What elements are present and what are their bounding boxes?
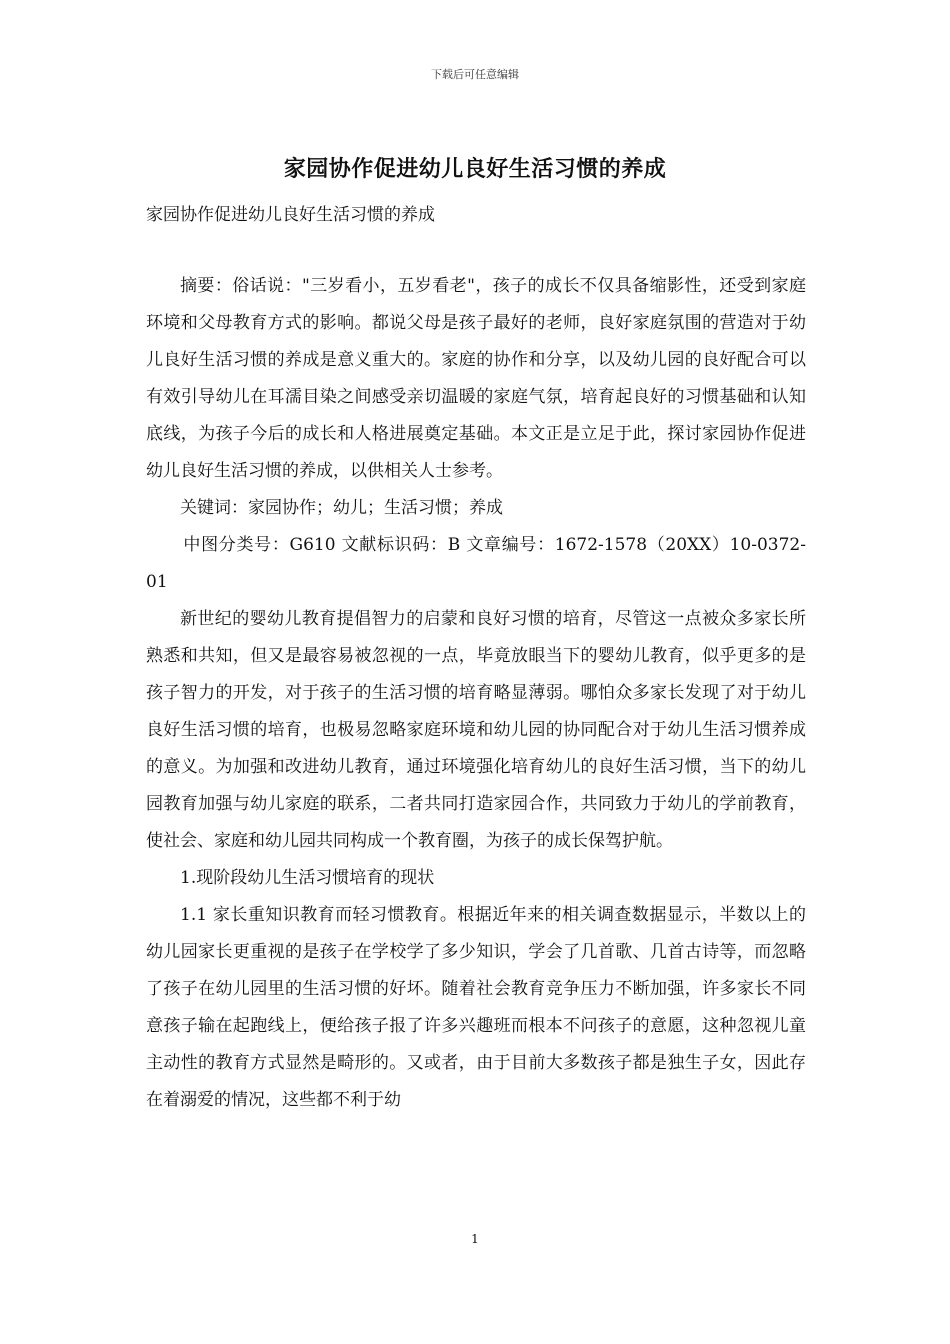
document-body: [146, 268, 806, 1119]
page-number: 1: [471, 1232, 479, 1246]
intro-paragraph: 新世纪的婴幼儿教育提倡智力的启蒙和良好习惯的培育，尽管这一点被众多家长所熟悉和共知，但又是最容易被忽视的一点，毕竟放眼当下的婴幼儿教育，似乎更多的是孩子智力的开发，对于孩子的生活习惯的培育略显薄弱。哪怕众多家长发现了对于幼儿良好生活习惯的培育，也极易忽略家庭环境和幼儿园的协同配合对于幼儿生活习惯养成的意义。为加强和改进幼儿教育，通过环境强化培育幼儿的良好生活习惯，当下的幼儿园教育加强与幼儿家庭的联系，二者共同打造家园合作，共同致力于幼儿的学前教育，使社会、家庭和幼儿园共同构成一个教育圈，为孩子的成长保驾护航。: [146, 609, 806, 851]
section-heading: 1.现阶段幼儿生活习惯培育的现状: [180, 868, 435, 888]
document-title: 家园协作促进幼儿良好生活习惯的养成: [283, 156, 667, 182]
classification-paragraph: 中图分类号：G610 文献标识码：B 文章编号：1672-1578（20XX）10-0372-01: [146, 535, 806, 592]
abstract-paragraph: 摘要：俗话说："三岁看小，五岁看老"，孩子的成长不仅具备缩影性，还受到家庭环境和父母教育方式的影响。都说父母是孩子最好的老师，良好家庭氛围的营造对于幼儿良好生活习惯的养成是意义重大的。家庭的协作和分享，以及幼儿园的良好配合可以有效引导幼儿在耳濡目染之间感受亲切温暖的家庭气氛，培育起良好的习惯基础和认知底线，为孩子今后的成长和人格进展奠定基础。本文正是立足于此，探讨家园协作促进幼儿良好生活习惯的养成，以供相关人士参考。: [146, 276, 806, 481]
document-subtitle: 家园协作促进幼儿良好生活习惯的养成: [146, 205, 435, 225]
header-note: 下载后可任意编辑: [431, 68, 519, 81]
keywords-paragraph: 关键词：家园协作；幼儿；生活习惯；养成: [180, 498, 503, 518]
section-paragraph: 1.1 家长重知识教育而轻习惯教育。根据近年来的相关调查数据显示，半数以上的幼儿园家长更重视的是孩子在学校学了多少知识，学会了几首歌、几首古诗等，而忽略了孩子在幼儿园里的生活习惯的好坏。随着社会教育竞争压力不断加强，许多家长不同意孩子输在起跑线上，便给孩子报了许多兴趣班而根本不问孩子的意愿，这种忽视儿童主动性的教育方式显然是畸形的。又或者，由于目前大多数孩子都是独生子女，因此存在着溺爱的情况，这些都不利于幼: [146, 905, 806, 1110]
